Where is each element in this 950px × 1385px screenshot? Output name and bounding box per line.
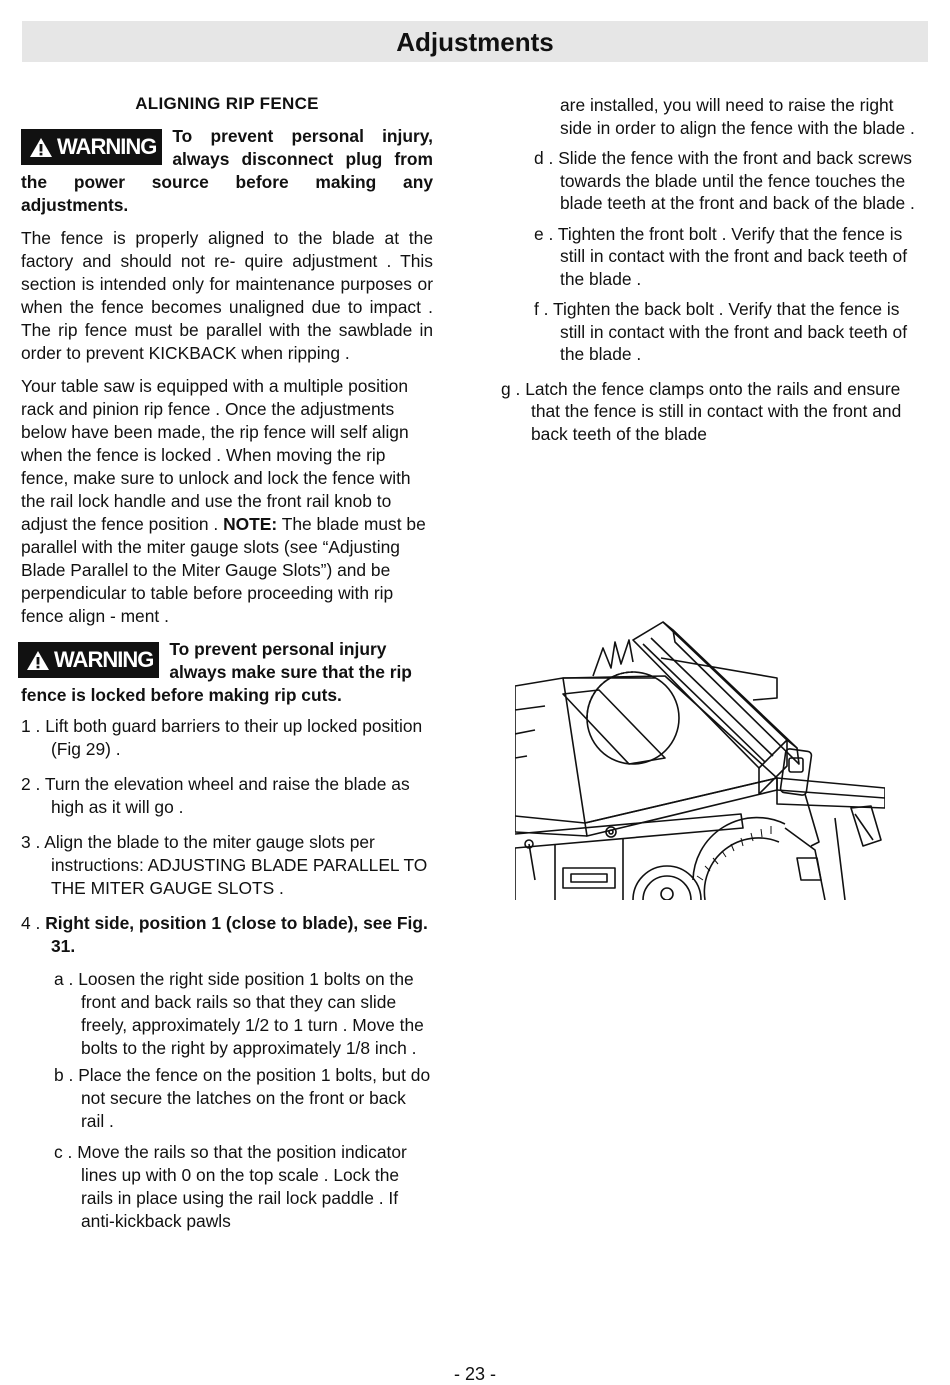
list-item bbox=[500, 147, 920, 215]
substep-text: Loosen the right side position 1 bolts on the front and back rails so that they can slide freely, approximately 1/2 to 1 turn . Move the bolts to the right by approximately 1/8 inch . bbox=[78, 969, 424, 1058]
paragraph-text: Your table saw is equipped with a multiple position rack and pinion rip fence . Once the adjustments below have been made, the rip fence will self align when the fence is locked . When moving the rip fence, make sure to unlock and lock the fence with the rail lock handle and use the front rail knob to adjust the fence position . bbox=[21, 376, 411, 534]
step-text: Latch the fence clamps onto the rails and ensure that the fence is still in contact with the front and back teeth of the blade bbox=[525, 378, 902, 444]
substep-letter: e . bbox=[534, 223, 554, 244]
substep-text: Tighten the front bolt . Verify that the fence is still in contact with the front and back teeth of the blade . bbox=[557, 223, 908, 289]
paragraph-rack-pinion bbox=[21, 375, 433, 628]
note-label: NOTE: bbox=[223, 514, 278, 534]
substep-text: Move the rails so that the position indicator lines up with 0 on the top scale . Lock the rails in place using the rail lock paddle . If anti-kickback pawls bbox=[77, 1142, 407, 1231]
list-item bbox=[21, 968, 433, 1060]
warning-triangle-icon bbox=[26, 650, 50, 671]
paragraph-text-cont: The blade must be parallel with the miter gauge slots (see “Adjusting Blade Parallel to the Miter Gauge Slots”) and be perpendicular to table before proceeding with rip fence align - ment . bbox=[21, 514, 426, 626]
left-column bbox=[21, 92, 433, 1233]
list-item bbox=[21, 1141, 433, 1233]
warning-text: To prevent personal injury, always disconnect plug from the power source before making any adjustments. bbox=[21, 126, 433, 215]
warning-triangle-icon bbox=[29, 137, 53, 158]
step-number: 1 . bbox=[21, 716, 41, 736]
step-letter: g . bbox=[501, 378, 521, 399]
warning-notice-1 bbox=[21, 125, 433, 217]
step-number: 4 . bbox=[21, 913, 41, 933]
substep-text: Place the fence on the position 1 bolts, but do not secure the latches on the front or back rail . bbox=[78, 1065, 431, 1131]
page-number: - 23 - bbox=[453, 1364, 496, 1384]
header-bar bbox=[22, 21, 928, 62]
substep-letter: a . bbox=[54, 969, 74, 989]
list-item bbox=[500, 378, 920, 446]
section-title: ALIGNING RIP FENCE bbox=[135, 94, 319, 113]
warning-notice-2 bbox=[21, 638, 433, 707]
warning-badge bbox=[21, 129, 162, 165]
substep-letter: b . bbox=[54, 1065, 74, 1085]
step-text: Right side, position 1 (close to blade), see Fig. 31. bbox=[45, 913, 428, 956]
substep-letter: c . bbox=[54, 1142, 73, 1162]
step-number: 3 . bbox=[21, 832, 41, 852]
warning-badge bbox=[18, 642, 159, 678]
substep-letter: d . bbox=[534, 148, 554, 168]
list-item bbox=[500, 223, 920, 291]
substep-text: Tighten the back bolt . Verify that the fence is still in contact with the front and back teeth of the blade . bbox=[553, 299, 908, 364]
warning-text: To prevent personal injury always make sure that the rip fence is locked before making rip cuts. bbox=[21, 639, 412, 705]
list-item bbox=[21, 773, 433, 819]
right-column bbox=[500, 94, 920, 445]
list-item bbox=[500, 298, 920, 366]
step-text: Turn the elevation wheel and raise the blade as high as it will go . bbox=[44, 774, 410, 817]
paragraph-fence-alignment: The fence is properly aligned to the blade at the factory and should not re- quire adjustment . This section is intended only for maintenance purposes or when the fence becomes unaligned due to impact . The rip fence must be parallel with the sawblade in order to prevent KICKBACK when ripping . bbox=[21, 228, 433, 363]
list-item bbox=[21, 831, 433, 900]
page-title: Adjustments bbox=[396, 27, 554, 57]
table-saw-illustration bbox=[515, 618, 885, 900]
step-text: Lift both guard barriers to their up locked position (Fig 29) . bbox=[45, 716, 423, 759]
continued-text: are installed, you will need to raise the right side in order to align the fence with the blade . bbox=[560, 95, 915, 138]
warning-badge-label: WARNING bbox=[57, 134, 157, 159]
list-item bbox=[21, 715, 433, 761]
list-item bbox=[21, 1064, 433, 1133]
warning-badge-label: WARNING bbox=[54, 647, 154, 672]
substep-letter: f . bbox=[534, 299, 549, 319]
list-item bbox=[21, 912, 433, 958]
step-number: 2 . bbox=[21, 774, 41, 794]
step-text: Align the blade to the miter gauge slots per instructions: ADJUSTING BLADE PARALLEL TO THE MITER GAUGE SLOTS . bbox=[44, 832, 428, 898]
substep-text: Slide the fence with the front and back screws towards the blade until the fence touches the blade teeth at the front and back of the blade . bbox=[558, 148, 915, 213]
